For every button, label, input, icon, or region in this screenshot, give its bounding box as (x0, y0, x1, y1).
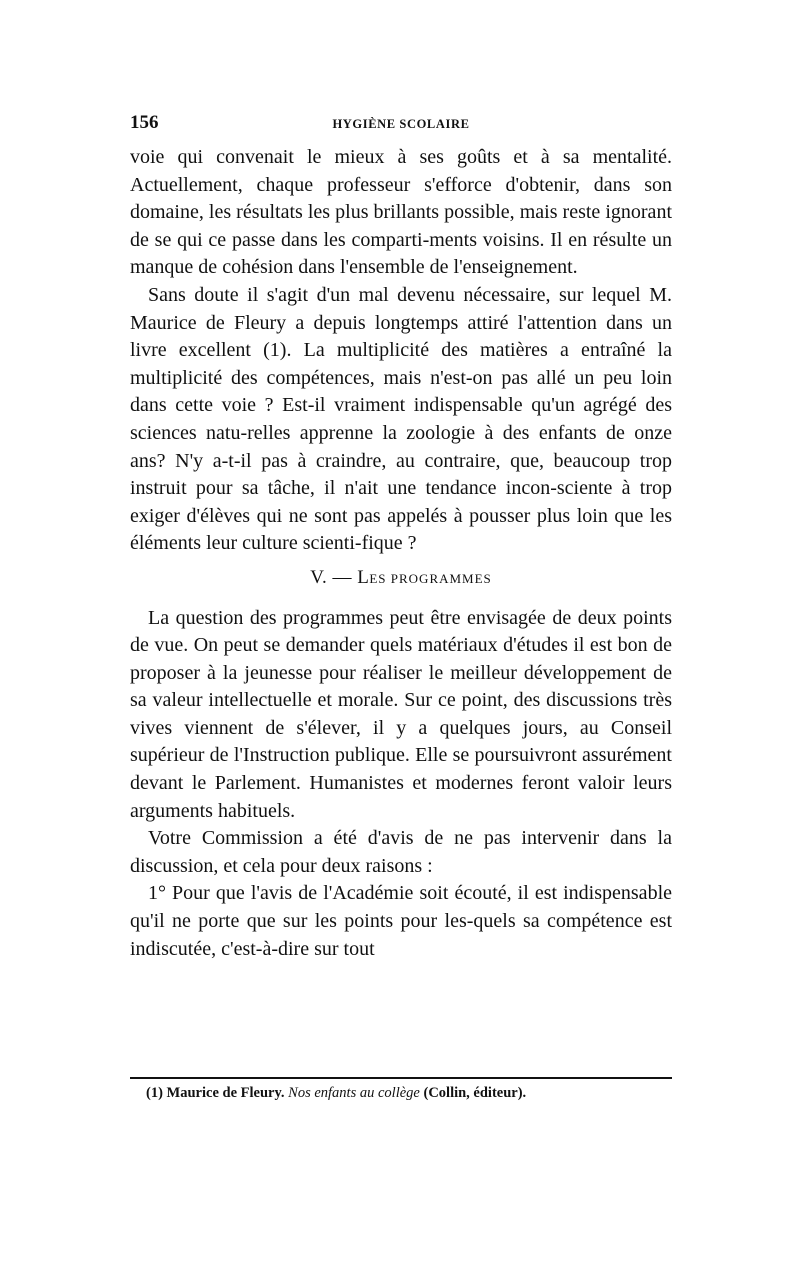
footnote-divider (130, 1077, 672, 1079)
running-head: HYGIÈNE SCOLAIRE (332, 117, 470, 131)
paragraph-continuation: voie qui convenait le mieux à ses goûts et à sa mentalité. Actuellement, chaque professeur s'efforce d'obtenir, dans son domaine, les résultats les plus brillants possible, mais reste ignorant de se qui ce passe dans les comparti-ments voisins. Il en résulte un manque de cohésion dans l'ensemble de l'enseignement. (130, 146, 672, 279)
footnote-marker: (1) (146, 1085, 163, 1101)
paragraph: La question des programmes peut être envisagée de deux points de vue. On peut se demander quels matériaux d'études il est bon de proposer à la jeunesse pour réaliser le meilleur développement de sa valeur intellectuelle et morale. Sur ce point, des discussions très vives viennent de s'élever, il y a quelques jours, au Conseil supérieur de l'Instruction publique. Elle se poursuivront assurément devant le Parlement. Humanistes et modernes feront valoir leurs arguments habituels. (130, 606, 672, 822)
page-header (130, 112, 672, 136)
section-title-initial: L (357, 566, 370, 588)
body-text (130, 144, 672, 963)
footnote-author: Maurice de Fleury. (166, 1085, 285, 1101)
footnote-publisher: (Collin, éditeur). (423, 1085, 527, 1101)
paragraph: Sans doute il s'agit d'un mal devenu nécessaire, sur lequel M. Maurice de Fleury a depuis longtemps attiré l'attention dans un livre excellent (1). La multiplicité des matières a entraîné la multiplicité des compétences, mais n'est-on pas allé un peu loin dans cette voie ? Est-il vraiment indispensable qu'un agrégé des sciences natu-relles apprenne la zoologie à des enfants de onze ans? N'y a-t-il pas à craindre, au contraire, que, beaucoup trop instruit pour sa tâche, il n'ait une tendance incon-sciente à trop exiger d'élèves qui ne sont pas appelés à pousser plus loin que les éléments leur culture scienti-fique ? (130, 283, 672, 555)
section-heading (130, 564, 672, 593)
paragraph: 1° Pour que l'avis de l'Académie soit écouté, il est indispensable qu'il ne porte que sur les points pour les-quels sa compétence est indiscutée, c'est-à-dire sur tout (130, 882, 672, 960)
page-number: 156 (130, 112, 159, 133)
section-numeral: V. — (310, 566, 352, 588)
paragraph: Votre Commission a été d'avis de ne pas intervenir dans la discussion, et cela pour deux raisons : (130, 827, 672, 877)
footnote (146, 1085, 672, 1102)
section-title-rest: ES PROGRAMMES (369, 570, 492, 586)
footnote-book-title: Nos enfants au collège (288, 1085, 420, 1101)
